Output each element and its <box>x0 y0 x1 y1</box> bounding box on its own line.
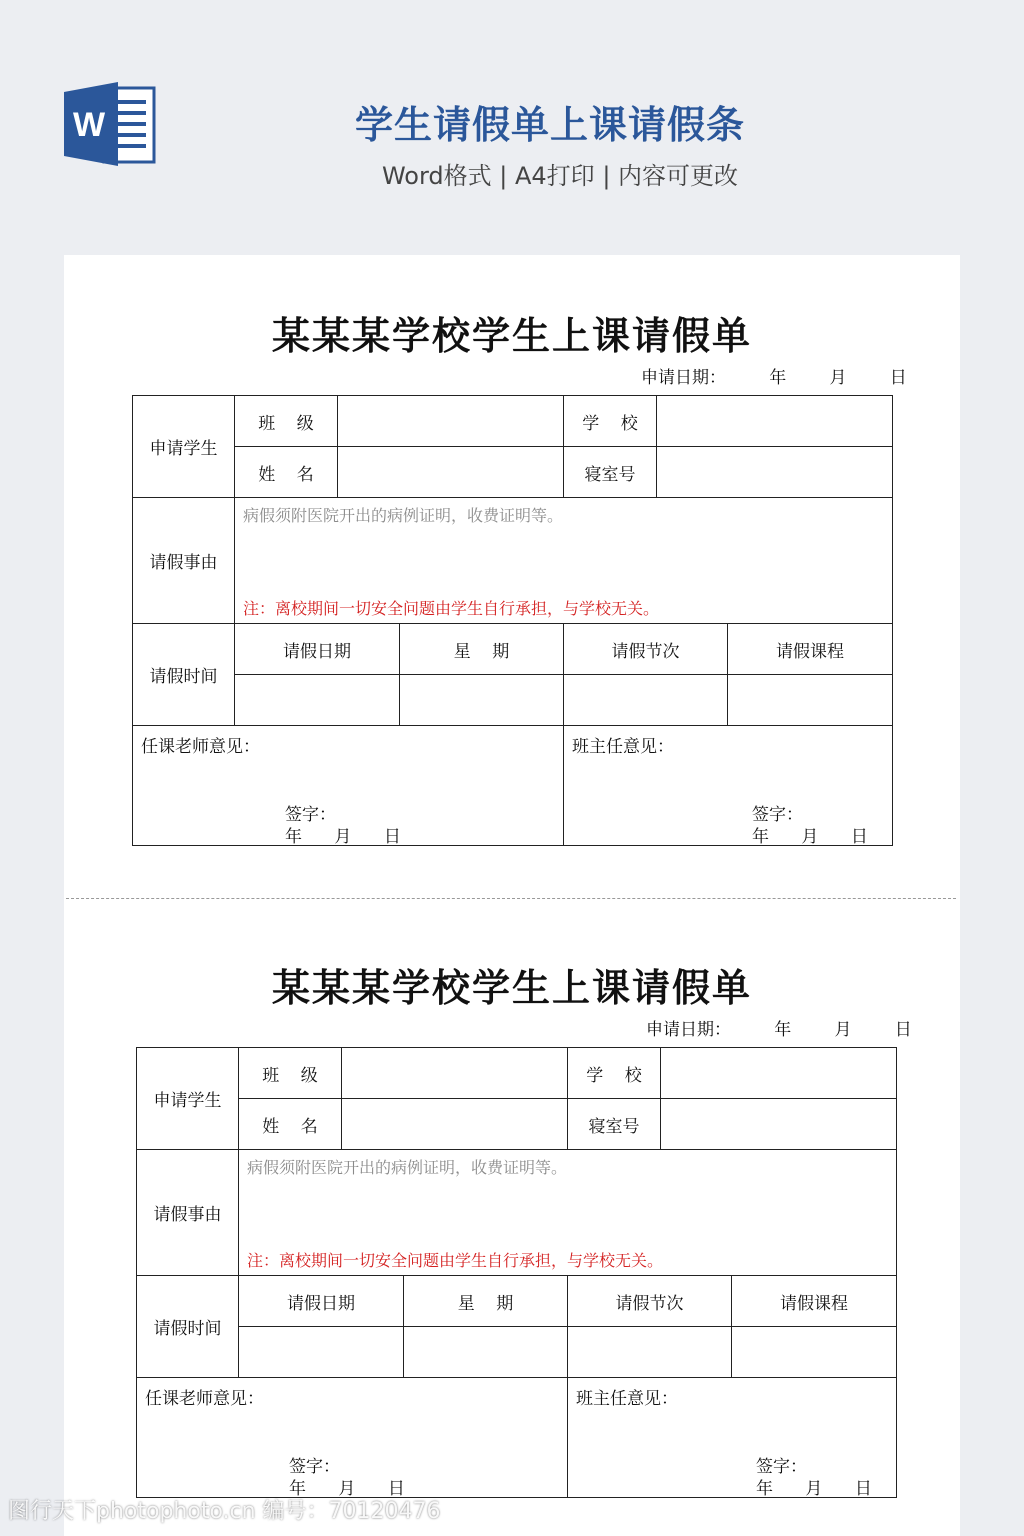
name-label: 姓 名 <box>239 1099 342 1150</box>
school-label: 学 校 <box>564 396 657 447</box>
date-ymd: 年 月 日 <box>289 1479 405 1499</box>
page-title: 学生请假单上课请假条 <box>354 103 745 147</box>
date-ymd: 年 月 日 <box>756 1479 872 1499</box>
application-date: 申请日期： 年 月 日 <box>641 368 907 388</box>
cut-line <box>66 898 956 899</box>
class-field[interactable] <box>342 1048 568 1099</box>
name-field[interactable] <box>338 447 564 498</box>
sign-label: 签字： <box>752 805 803 825</box>
date-ymd: 年 月 日 <box>285 827 401 847</box>
class-label: 班 级 <box>235 396 338 447</box>
name-field[interactable] <box>342 1099 568 1150</box>
school-label: 学 校 <box>568 1048 661 1099</box>
application-date: 申请日期： 年 月 日 <box>646 1020 912 1040</box>
dorm-field[interactable] <box>657 447 893 498</box>
headteacher-opinion-box[interactable] <box>564 726 893 846</box>
col-period: 请假节次 <box>564 624 728 675</box>
name-label: 姓 名 <box>235 447 338 498</box>
course-field[interactable] <box>728 675 893 726</box>
course-field[interactable] <box>732 1327 897 1378</box>
sign-label: 签字： <box>289 1457 340 1477</box>
sign-label: 签字： <box>756 1457 807 1477</box>
form-title: 某某某学校学生上课请假单 <box>271 965 752 1010</box>
col-period: 请假节次 <box>568 1276 732 1327</box>
reason-field[interactable] <box>239 1150 897 1276</box>
school-field[interactable] <box>661 1048 897 1099</box>
weekday-field[interactable] <box>404 1327 568 1378</box>
applicant-label: 申请学生 <box>133 396 235 498</box>
dorm-field[interactable] <box>661 1099 897 1150</box>
safety-note: 注：离校期间一切安全问题由学生自行承担，与学校无关。 <box>247 1251 664 1270</box>
form-title: 某某某学校学生上课请假单 <box>271 313 752 358</box>
leave-table <box>136 1047 897 1498</box>
teacher-opinion-box[interactable] <box>137 1378 568 1498</box>
reason-field[interactable] <box>235 498 893 624</box>
col-course: 请假课程 <box>732 1276 897 1327</box>
svg-text:W: W <box>72 106 106 144</box>
leave-table <box>132 395 893 846</box>
headteacher-opinion-label: 班主任意见： <box>572 737 674 757</box>
safety-note: 注：离校期间一切安全问题由学生自行承担，与学校无关。 <box>243 599 660 618</box>
teacher-opinion-label: 任课老师意见： <box>145 1389 264 1409</box>
reason-label: 请假事由 <box>137 1150 239 1276</box>
leave-time-label: 请假时间 <box>133 624 235 726</box>
word-document-icon <box>64 82 156 166</box>
col-leave-date: 请假日期 <box>239 1276 404 1327</box>
school-field[interactable] <box>657 396 893 447</box>
col-weekday: 星 期 <box>400 624 564 675</box>
leave-time-label: 请假时间 <box>137 1276 239 1378</box>
weekday-field[interactable] <box>400 675 564 726</box>
reason-hint: 病假须附医院开出的病例证明，收费证明等。 <box>243 506 564 525</box>
applicant-label: 申请学生 <box>137 1048 239 1150</box>
sign-label: 签字： <box>285 805 336 825</box>
period-field[interactable] <box>568 1327 732 1378</box>
headteacher-opinion-box[interactable] <box>568 1378 897 1498</box>
dorm-label: 寝室号 <box>564 447 657 498</box>
headteacher-opinion-label: 班主任意见： <box>576 1389 678 1409</box>
date-ymd: 年 月 日 <box>752 827 868 847</box>
reason-label: 请假事由 <box>133 498 235 624</box>
leave-date-field[interactable] <box>239 1327 404 1378</box>
dorm-label: 寝室号 <box>568 1099 661 1150</box>
page-subtitle: Word格式 | A4打印 | 内容可更改 <box>381 162 739 190</box>
class-label: 班 级 <box>239 1048 342 1099</box>
watermark: 图行天下photophoto.cn 编号：70120476 <box>8 1499 441 1524</box>
col-weekday: 星 期 <box>404 1276 568 1327</box>
col-leave-date: 请假日期 <box>235 624 400 675</box>
col-course: 请假课程 <box>728 624 893 675</box>
page-header <box>0 0 1024 255</box>
reason-hint: 病假须附医院开出的病例证明，收费证明等。 <box>247 1158 568 1177</box>
class-field[interactable] <box>338 396 564 447</box>
teacher-opinion-box[interactable] <box>133 726 564 846</box>
period-field[interactable] <box>564 675 728 726</box>
document-sheet <box>64 255 960 1536</box>
teacher-opinion-label: 任课老师意见： <box>141 737 260 757</box>
leave-date-field[interactable] <box>235 675 400 726</box>
